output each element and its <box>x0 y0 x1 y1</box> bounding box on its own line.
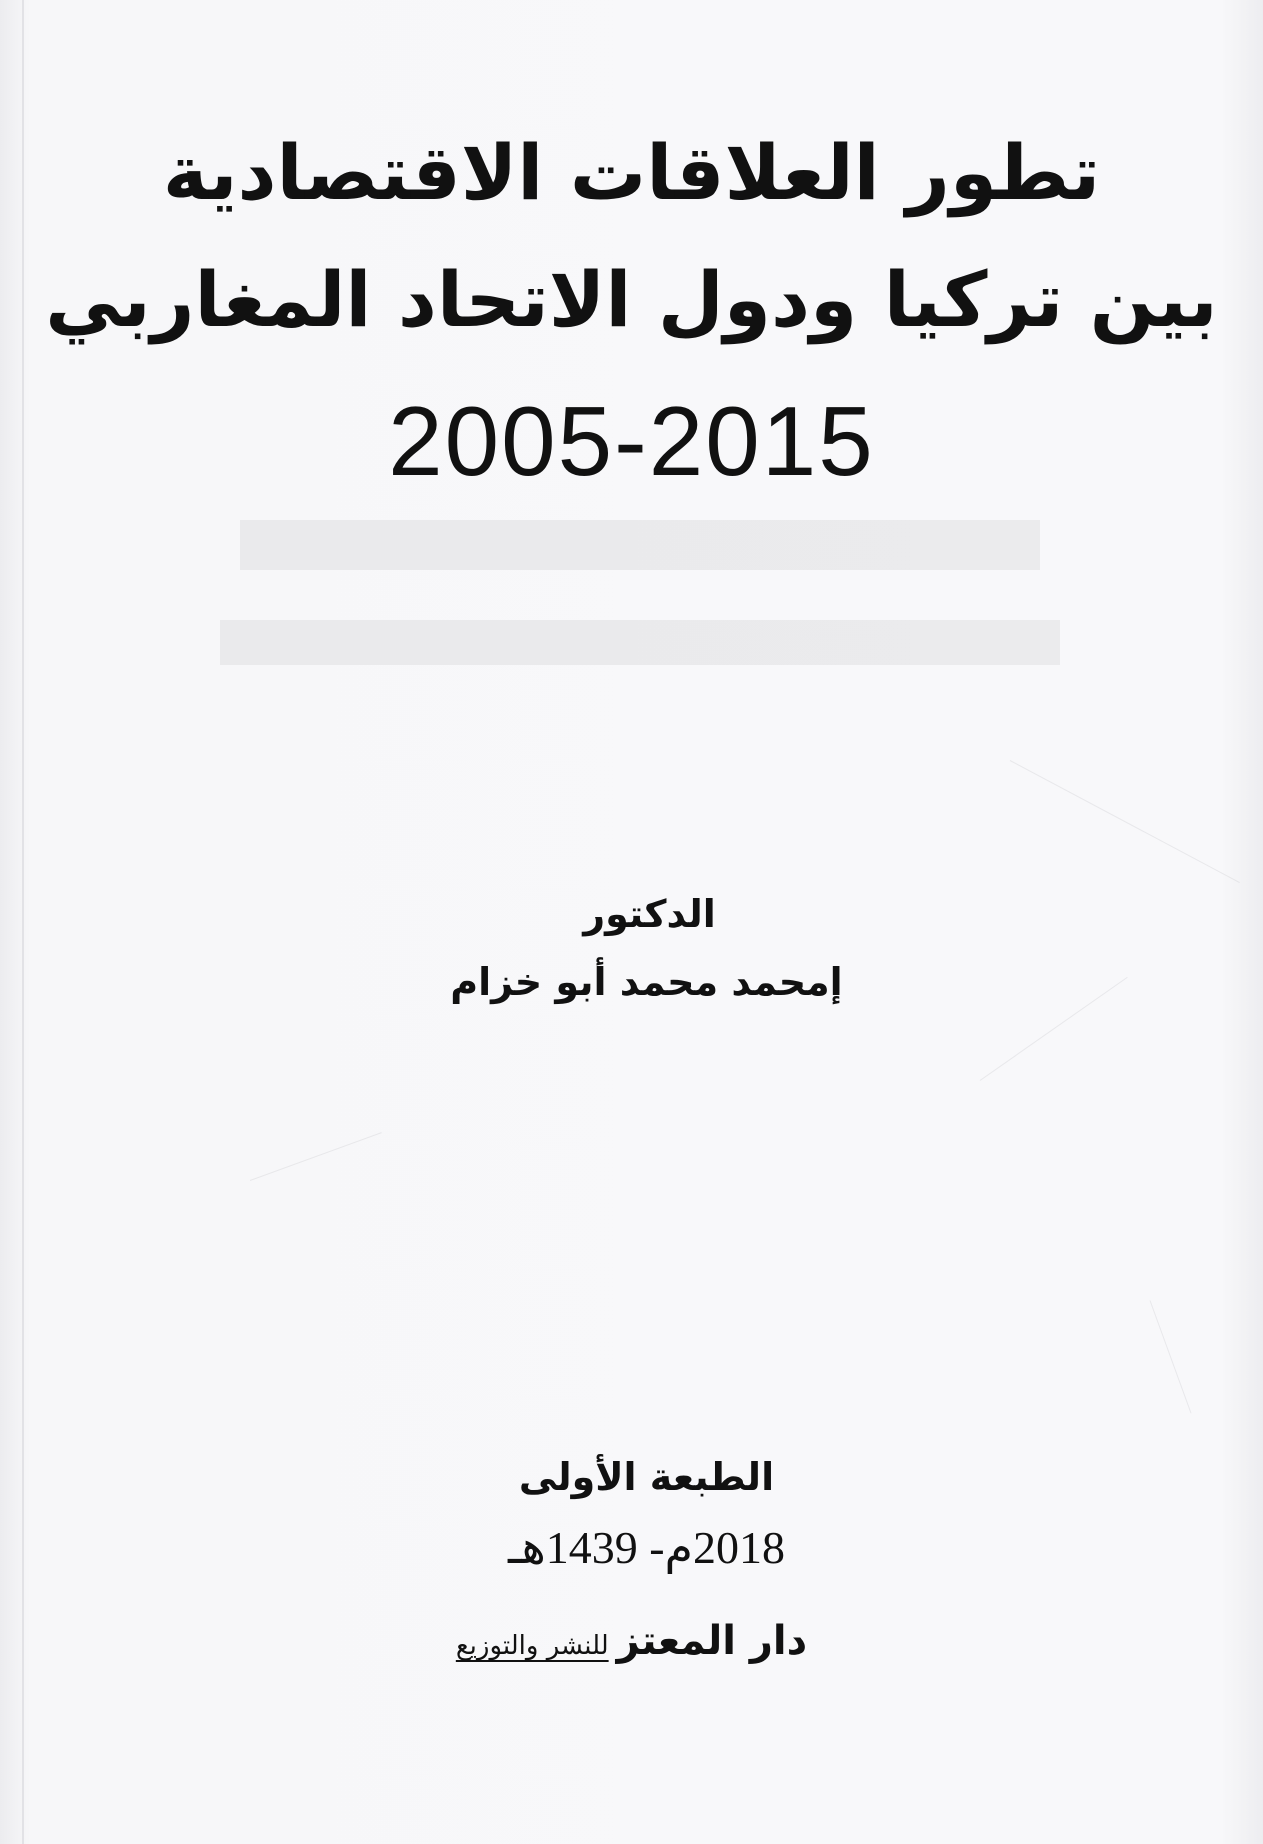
paper-scratch <box>250 1132 382 1181</box>
author-name: إمحمد محمد أبو خزام <box>450 960 843 1004</box>
publisher-name: دار المعتز <box>616 1618 808 1664</box>
author-label: الدكتور <box>583 892 716 936</box>
paper-scratch <box>1010 760 1240 883</box>
edition-label: الطبعة الأولى <box>518 1455 775 1499</box>
paper-scratch <box>1150 1300 1192 1413</box>
publication-dates: 2018م- 1439هـ <box>507 1522 786 1573</box>
title-years: 2005-2015 <box>388 386 875 496</box>
bleed-through-text <box>200 500 1080 730</box>
title-line-1: تطور العلاقات الاقتصادية <box>162 128 1101 217</box>
publisher-subtitle: للنشر والتوزيع <box>455 1631 609 1661</box>
title-line-2: بين تركيا ودول الاتحاد المغاربي <box>45 255 1218 344</box>
publisher <box>0 1618 1263 1664</box>
